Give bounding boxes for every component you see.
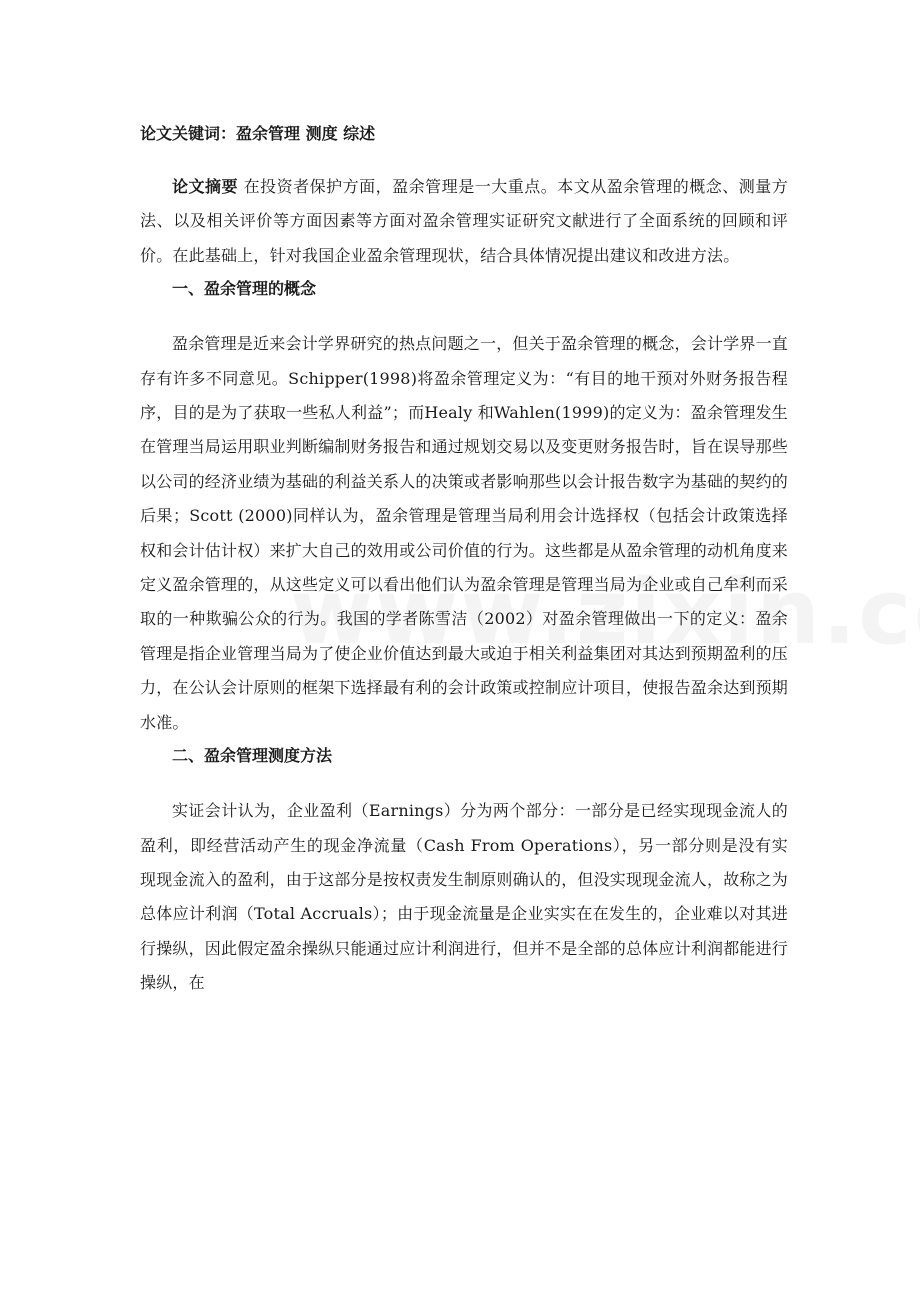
- abstract-paragraph: [140, 170, 788, 273]
- section-body-measurement: 实证会计认为，企业盈利（Earnings）分为两个部分：一部分是已经实现现金流人的盈利，即经营活动产生的现金净流量（Cash From Operations），另一部分则是没有实现现金流入的盈利，由于这部分是按权责发生制原则确认的，但没实现现金流人，故称之为总体应计利润（Total Accruals）；由于现金流量是企业实实在在发生的，企业难以对其进行操纵，因此假定盈余操纵只能通过应计利润进行，但并不是全部的总体应计利润都能进行操纵，在: [140, 801, 789, 993]
- section-body-concept: 盈余管理是近来会计学界研究的热点问题之一，但关于盈余管理的概念，会计学界一直存有许多不同意见。Schipper(1998)将盈余管理定义为：“有目的地干预对外财务报告程序，目的是为了获取一些私人利益”；而Healy 和Wahlen(1999)的定义为：盈余管理发生在管理当局运用职业判断编制财务报告和通过规划交易以及变更财务报告时，旨在误导那些以公司的经济业绩为基础的利益关系人的决策或者影响那些以会计报告数字为基础的契约的后果；Scott (2000)同样认为，盈余管理是管理当局利用会计选择权（包括会计政策选择权和会计估计权）来扩大自己的效用或公司价值的行为。这些都是从盈余管理的动机角度来定义盈余管理的，从这些定义可以看出他们认为盈余管理是管理当局为企业或自己牟利而采取的一种欺骗公众的行为。我国的学者陈雪洁（2002）对盈余管理做出一下的定义：盈余管理是指企业管理当局为了使企业价值达到最大或迫于相关利益集团对其达到预期盈利的压力，在公认会计原则的框架下选择最有利的会计政策或控制应计项目，使报告盈余达到预期水准。: [140, 334, 789, 732]
- keywords-line: 论文关键词：盈余管理 测度 综述: [140, 124, 376, 143]
- abstract-text: 在投资者保护方面，盈余管理是一大重点。本文从盈余管理的概念、测量方法、以及相关评价等方面因素等方面对盈余管理实证研究文献进行了全面系统的回顾和评价。在此基础上，针对我国企业盈余管理现状，结合具体情况提出建议和改进方法。: [140, 177, 788, 265]
- section-heading-concept: 一、盈余管理的概念: [172, 279, 317, 299]
- abstract-label: 论文摘要: [172, 177, 239, 196]
- section-heading-measurement: 二、盈余管理测度方法: [172, 746, 333, 766]
- document-content: [140, 118, 788, 1001]
